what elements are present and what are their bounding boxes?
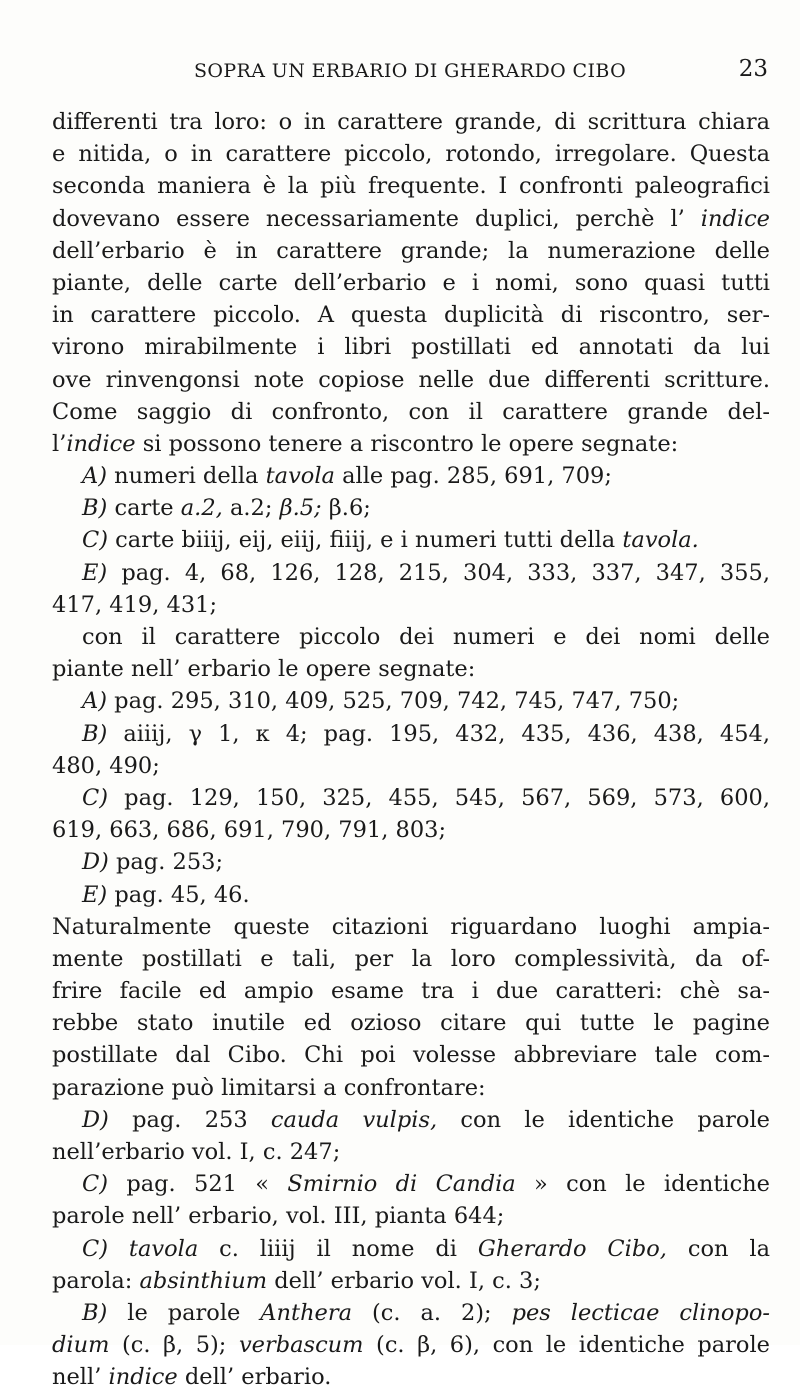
text-span: pag. 295, 310, 409, 525, 709, 742, 745, 747, 750; [107,688,680,715]
text-span: in carattere piccolo. A questa duplicità di riscontro, ser- [52,302,770,329]
text-line [52,879,770,911]
text-line [52,1072,770,1104]
text-span: carte [107,495,181,522]
text-span: con la [666,1235,770,1262]
text-line [52,589,770,621]
text-span: mente postillati e tali, per la loro complessività, da of- [52,945,770,972]
text-line [52,267,770,299]
italic-text: B) [82,495,108,522]
text-span: pag. 521 « [108,1171,288,1198]
text-span: seconda maniera è la più frequente. I confronti paleografici [52,173,770,200]
text-line [52,1007,770,1039]
italic-text: indice [700,205,770,232]
text-line [52,814,770,846]
text-line [52,331,770,363]
italic-text: Gherardo Cibo, [477,1235,667,1262]
italic-text: dium [52,1332,110,1359]
text-line [52,235,770,267]
italic-text: tavola. [622,527,699,554]
text-span: » con le identiche [515,1171,770,1198]
text-span [108,1236,129,1262]
text-line [52,460,770,492]
text-span: l’ [52,430,67,457]
italic-text: Anthera [260,1299,353,1326]
italic-text: B) [82,720,108,747]
text-line [52,364,770,396]
text-span: virono mirabilmente i libri postillati ed annotati da lui [52,334,770,361]
italic-text: E) [82,881,108,908]
page-header [52,56,768,88]
text-span: rebbe stato inutile ed ozioso citare qui tutte le pagine [52,1010,770,1037]
text-span: pag. 129, 150, 325, 455, 545, 567, 569, 573, 600, [108,784,770,811]
italic-text: D) [82,849,109,876]
text-line [52,138,770,170]
text-span: 619, 663, 686, 691, 790, 791, 803; [52,817,447,844]
text-line [52,524,770,556]
text-span: nell’erbario vol. I, c. 247; [52,1139,341,1165]
italic-text: C) [82,1235,108,1262]
italic-text: D) [82,1106,109,1133]
text-line [52,1265,770,1297]
text-span: parole nell’ erbario, vol. III, pianta 644; [52,1203,505,1230]
text-span: dell’ erbario. [177,1364,332,1391]
text-span: dovevano essere necessariamente duplici, perchè l’ [52,205,701,232]
text-line [52,170,770,202]
text-line [52,396,770,428]
text-span: con il carattere piccolo dei numeri e dei nomi delle [82,624,770,650]
italic-text: A) [82,463,108,490]
text-line [52,299,770,331]
text-span: piante nell’ erbario le opere segnate: [52,656,476,683]
text-span: pag. 253; [108,849,224,876]
text-span: postillate dal Cibo. Chi poi volesse abbreviare tale com- [52,1042,770,1069]
text-line [52,943,770,975]
text-line [52,1136,770,1168]
text-span: (c. a. 2); [352,1299,512,1326]
italic-text: indice [108,1364,178,1391]
page-number: 23 [738,56,768,82]
text-span: con le identiche parole [437,1106,770,1133]
italic-text: verbascum [238,1332,364,1359]
text-span: le parole [107,1299,261,1326]
text-line [52,1039,770,1071]
text-span: nell’ [52,1364,109,1391]
text-span: dell’erbario è in carattere grande; la numerazione delle [52,237,770,264]
italic-text: C) [82,1171,108,1198]
italic-text: A) [82,688,108,715]
text-span: ove rinvengonsi note copiose nelle due differenti scritture. [52,366,770,393]
italic-text: cauda vulpis, [270,1106,438,1133]
text-line [52,653,770,685]
text-span: pag. 45, 46. [107,881,250,908]
text-line [52,782,770,814]
text-span: piante, delle carte dell’erbario e i nomi, sono quasi tutti [52,269,770,296]
running-head: SOPRA UN ERBARIO DI GHERARDO CIBO [193,60,627,82]
italic-text: B) [82,1299,108,1326]
italic-text: tavola [128,1235,199,1262]
text-line [52,718,770,750]
text-line [52,685,770,717]
text-span: (c. β, 6), con le identiche parole [363,1332,770,1359]
italic-text: C) [82,784,108,811]
text-line [52,1329,770,1361]
italic-text: pes lecticae clinopo- [511,1299,770,1326]
text-line [52,1233,770,1265]
text-span: dell’ erbario vol. I, c. 3; [267,1267,541,1294]
text-span: (c. β, 5); [109,1332,239,1359]
text-line [52,621,770,653]
body-text [52,106,770,1394]
text-span: c. liiij il nome di [198,1235,478,1262]
text-span: a.2; [222,495,280,522]
text-span: carte biiij, eij, eiij, fiiij, e i numeri tutti della [108,527,623,554]
italic-text: tavola [265,463,335,490]
text-line [52,1297,770,1329]
text-line [52,1200,770,1232]
text-span: Come saggio di confronto, con il carattere grande del- [52,398,770,425]
text-line [52,492,770,524]
text-span: differenti tra loro: o in carattere grande, di scrittura chiara [52,109,770,135]
text-line [52,106,770,138]
text-line [52,1361,770,1393]
text-line [52,975,770,1007]
text-span: parazione può limitarsi a confrontare: [52,1074,486,1101]
text-line [52,750,770,782]
italic-text: C) [82,527,108,554]
text-span: e nitida, o in carattere piccolo, rotondo, irregolare. Questa [52,141,770,168]
italic-text: a.2, [180,495,223,522]
text-span: parola: [52,1267,140,1294]
text-span: aiiij, γ 1, κ 4; pag. 195, 432, 435, 436, 438, 454, [107,720,770,747]
text-span: frire facile ed ampio esame tra i due caratteri: chè sa- [52,978,770,1005]
text-span: Naturalmente queste citazioni riguardano luoghi ampia- [52,913,770,940]
text-line [52,428,770,460]
italic-text: β.5; [279,495,322,522]
text-line [52,846,770,878]
text-span: alle pag. 285, 691, 709; [334,463,612,490]
text-span: si possono tenere a riscontro le opere segnate: [135,430,679,457]
text-span: 417, 419, 431; [52,591,218,618]
text-line [52,1104,770,1136]
text-span: 480, 490; [52,752,160,779]
text-span: pag. 253 [108,1106,271,1133]
italic-text: indice [66,430,136,457]
text-line [52,203,770,235]
italic-text: absinthium [139,1267,268,1294]
text-span: β.6; [321,495,371,522]
text-line [52,911,770,943]
text-line [52,557,770,589]
italic-text: E) [82,559,108,586]
text-span: numeri della [107,463,266,490]
italic-text: Smirnio di Candia [287,1171,516,1198]
text-line [52,1168,770,1200]
text-span: pag. 4, 68, 126, 128, 215, 304, 333, 337, 347, 355, [107,559,770,586]
